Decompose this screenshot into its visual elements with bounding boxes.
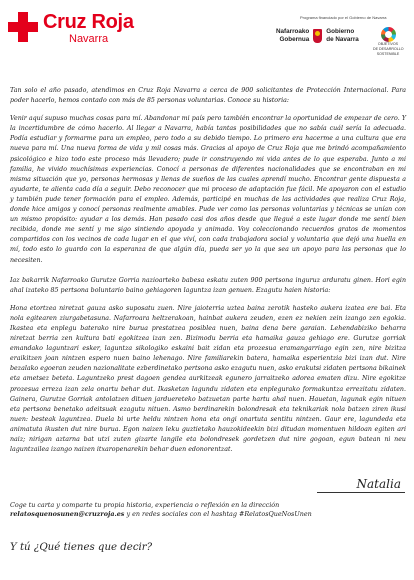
closing-question: Y tú ¿Qué tienes que decir?: [10, 542, 153, 553]
shield-icon: [313, 29, 322, 43]
gob-line2: Gobernua: [279, 35, 310, 43]
footer-line2: [10, 510, 406, 519]
contact-email-link[interactable]: relatosquenosunen@cruzroja.es: [10, 510, 125, 519]
page-header: [0, 0, 414, 70]
ods-line2: DE DESARROLLO: [373, 46, 404, 51]
footer-hashtag-text: y en redes sociales con el hashtag #RelatosQueNosUnen: [124, 510, 312, 519]
logo-region: Navarra: [69, 33, 109, 45]
ods-line3: SOSTENIBLE: [376, 51, 400, 56]
sdg-wheel-icon: [381, 27, 396, 42]
gobierno-navarra-logo: [276, 28, 359, 44]
logo-name: Cruz Roja: [43, 11, 134, 33]
gob-line4: de Navarra: [326, 35, 359, 43]
ods-logo: [373, 27, 403, 57]
signature-name: Natalia: [356, 477, 401, 491]
program-funding-text: Programa financiado por el Gobierno de Navarra: [300, 15, 387, 20]
footer: [10, 501, 406, 520]
ods-line1: OBJETIVOS: [377, 42, 399, 46]
letter-story-eu: Hona etortzea niretzat gauza asko suposatu zuen. Nire jaioterria uztea baina zerotik hasteko aukera izatea ere bai. Eta nola egitearen ziurgabetasuna. Nafarroara heltzerakoan, hainbat aukera zeuden, ezen ez nekien zein izango zen egokia. Ikastea eta enplegu baterako nire burua prestatzea posiblea nuen, baina dena bere garaian. Lehendabiziko beharra niretzat berria zen kultura bati egokitzea izan zen. Bizimodu berria eta hamaika gauza gehiago ere. Gurutze gorriak emandako laguntzari esker, laguntza sikologiko eskaini bait zidan eta prozesua eramangarriago egin zen, nire bizitza eraikitzen joan nintzen espero nuen baino lehenago. Nire familiarekin batera, hamaika esperientzia bizi izan dut. Nire bezalako egoeran zeuden nazionalitate ezberdinetako pertsona asko ezagutu nuen, asko erakutsi zidaten pertsona bikainek eta ametsez beteta. Laguntzeko prest dagoen gendea aurkitzeak egunero jarraitzeko adorea ematen dizu. Nire egokitze prozesua erreza izan zela onartu behar dut. Ikasketan lagundu zidaten eta enplegurako formakuntza errezitatu zidaten. Gainera, Gurutze Gorriak antolatzen dituen jarduereteko batzuetan parte hartu ahal nuen. Hauetan, lagunak egin nituen eta pertsona benetako adeitsuak ezagutu nituen. Asmo berdinarekin bolondresak eta teknikariak nola batzen ziren ikusi nuen: besteak laguntzea. Duela bi urte heldu nintzen hona eta ongi onartuta sentitu nintzen. Gaur ere, lagundeda eta animatuta ikusten dut nire burua. Egon naizen leku guztietako hauzokideekin bizi ditudan momentuen hildoan egiten ari naiz; nirigan aztarna bat utzi zuten gizarte langile eta bolondresek gordetzen dut nire gogoan, egun batean ni neu laguntzailea izango naizen itxaropenarekin behar duen edonorentzat.: [10, 304, 406, 454]
signature: [317, 477, 405, 499]
cruz-roja-logo: [8, 12, 134, 45]
footer-line1: Coge tu carta y comparte tu propia historia, experiencia o reflexión en la dirección: [10, 501, 280, 509]
letter-story-es: Venir aquí supuso muchas cosas para mí. Abandonar mi país pero también encontrar la oportunidad de empezar de cero. Y la incertidumbre de cómo hacerlo. Al llegar a Navarra, había tantas posibilidades que no sabía cuál sería la adecuada. Podía estudiar y formarme para un empleo, pero todo a su debido tiempo. Lo primero era hacerme a una cultura que era nueva para mí. Una nueva forma de vida y mil cosas más. Gracias al apoyo de Cruz Roja que me brindó acompañamiento psicológico e hizo todo este proceso más llevadero; pude ir construyendo mi vida antes de lo que esperaba. Junto a mi familia, he vivido muchísimas experiencias. Conocí a personas de diferentes nacionalidades que se encontraban en mi misma situación que yo, personas hermosas y llenas de sueños de las cuales aprendí mucho. Encontrar gente dispuesta a ayudarte, te alienta cada día a seguir. Debo reconocer que mi proceso de adaptación fue fácil. Me apoyaron con el estudio y también pude tener formación para el empleo. Además, participé en muchas de las actividades que realiza Cruz Roja, donde hice amigos y conocí personas realmente amables. Pude ver como las personas voluntarias y técnicas se unían con un mismo propósito: ayudar a los demás. Han pasado casi dos años desde que llegué a este lugar donde me sentí bien recibida, donde me sentí y me sigo sintiendo apoyada y animada. Voy coleccionando recuerdos gratos de momentos compartidos con los vecinos de cada lugar en el que viví, con cada trabajadora social y voluntaria que dejó una huella en mí, todo esto lo guardo con la esperanza de que algún día, pueda ser yo la que sea un apoyo para las personas que lo necesiten.: [10, 115, 406, 264]
gob-line3: Gobierno: [326, 28, 355, 35]
red-cross-icon: [8, 12, 38, 42]
letter-body: [10, 86, 406, 455]
gob-line1: Nafarroako: [276, 28, 310, 35]
letter-intro-eu: Iaz bakarrik Nafarroako Gurutze Gorria nazioarteko babesa eskatu zuten 900 pertsona inguruz arduratu ginen. Hori egin ahal izateko 85 pertsona boluntario baino gehiagoren laguntza izan genuen. Ezagutu haien historia:: [10, 276, 406, 294]
letter-intro-es: Tan solo el año pasado, atendimos en Cruz Roja Navarra a cerca de 900 solicitantes de Protección Internacional. Para poder hacerlo, hemos contado con más de 85 personas voluntarias. Conoce su historia:: [10, 87, 406, 105]
signature-line: [317, 492, 405, 493]
